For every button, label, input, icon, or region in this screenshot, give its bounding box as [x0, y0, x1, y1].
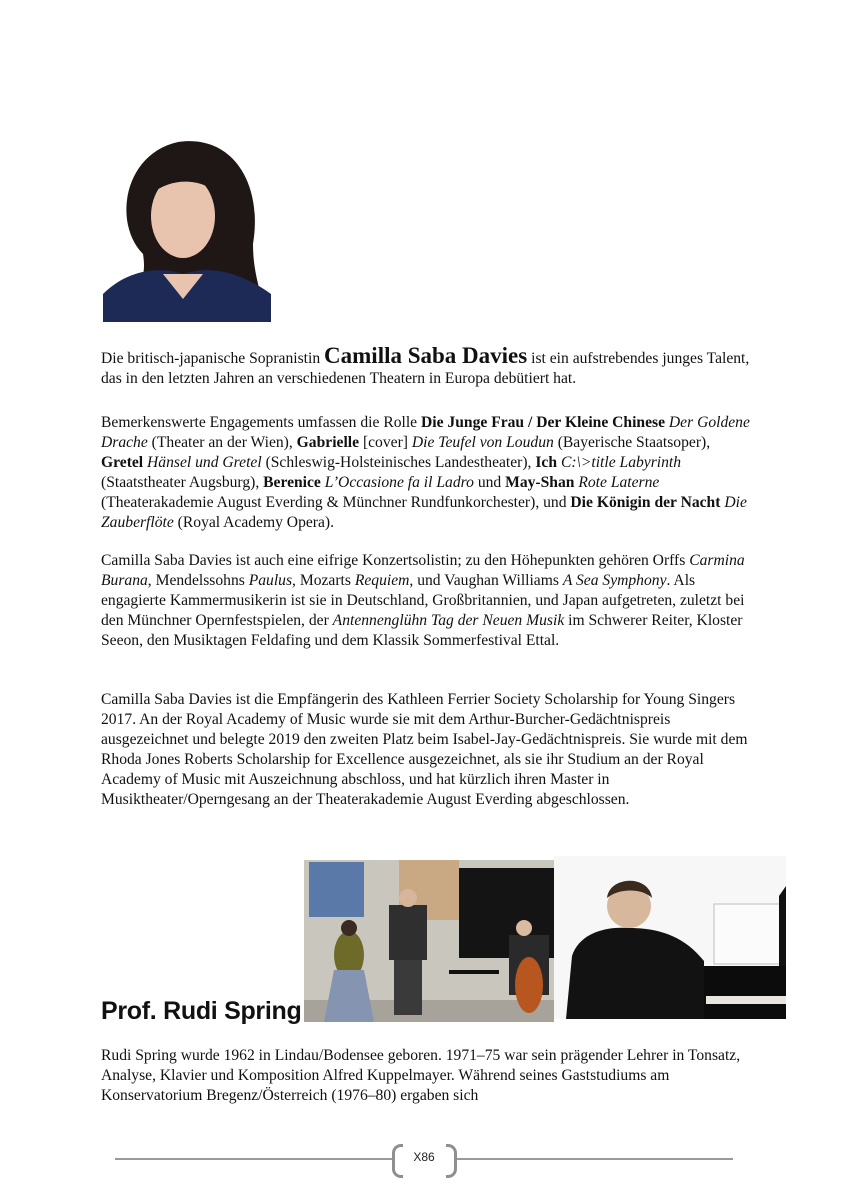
- portrait-photo: [103, 134, 271, 322]
- text-run: (Staatstheater Augsburg),: [101, 474, 264, 491]
- text-run: . Als engagierte Kammermusikerin ist sie in Deutschland, Großbritannien, und Japan aufgetreten, zuletzt bei den Münchner Opernfestspielen, der: [101, 572, 745, 629]
- role-name: Berenice: [263, 474, 321, 491]
- text-run: und: [473, 474, 506, 491]
- bio-intro-paragraph: [101, 343, 751, 389]
- text-run: (Theaterakademie August Everding & Münchner Rundfunkorchester), und: [101, 494, 571, 511]
- trio-photo: [304, 860, 554, 1022]
- role-name: May-Shan: [505, 474, 575, 491]
- right-brace-icon: [446, 1144, 457, 1178]
- work-title: Paulus: [248, 572, 293, 589]
- work-title: Die Zauberflöte: [101, 494, 747, 531]
- portrait-image: [103, 134, 271, 322]
- text-run: (Theater an der Wien),: [147, 434, 297, 451]
- text-run: (Schleswig-Holsteinisches Landestheater),: [261, 454, 536, 471]
- text-run: Bemerkenswerte Engagements umfassen die Rolle: [101, 414, 422, 431]
- left-brace-icon: [392, 1144, 403, 1178]
- text-run: (Bayerische Staatsoper),: [553, 434, 711, 451]
- work-title: C:\>title Labyrinth: [560, 454, 682, 471]
- work-title: L’Occasione fa il Ladro: [324, 474, 474, 491]
- role-name: Die Königin der Nacht: [570, 494, 721, 511]
- text-run: , Mozarts: [292, 572, 355, 589]
- artist-name: Camilla Saba Davies: [324, 343, 528, 368]
- intro-text-continued: ist ein aufstrebendes junges Talent, das in den letzten Jahren an verschiedenen Theatern in Europa debütiert hat.: [101, 350, 750, 387]
- role-name: Gabrielle: [296, 434, 360, 451]
- work-title: Hänsel und Gretel: [147, 454, 262, 471]
- work-title: A Sea Symphony: [562, 572, 667, 589]
- text-run: Camilla Saba Davies ist auch eine eifrige Konzertsolistin; zu den Höhepunkten gehören Orffs: [101, 552, 690, 569]
- concerts-paragraph: [101, 551, 751, 651]
- work-title: Rote Laterne: [578, 474, 660, 491]
- work-title: Die Teufel von Loudun: [411, 434, 554, 451]
- work-title: Carmina Burana: [101, 552, 745, 589]
- role-name: Gretel: [101, 454, 144, 471]
- footer-rule-left: [115, 1158, 392, 1160]
- rudi-spring-paragraph: Rudi Spring wurde 1962 in Lindau/Bodensee geboren. 1971–75 war sein prägender Lehrer in Tonsatz, Analyse, Klavier und Komposition Alfred Kuppelmayer. Während seines Gaststudiums am Konservatorium Bregenz/Österreich (1976–80) ergaben sich: [101, 1047, 741, 1104]
- text-run: [cover]: [359, 434, 412, 451]
- work-title: Requiem: [354, 572, 410, 589]
- rudi-spring-photo: [554, 856, 786, 1019]
- work-title: Antennenglühn Tag der Neuen Musik: [332, 612, 565, 629]
- awards-paragraph: Camilla Saba Davies ist die Empfängerin des Kathleen Ferrier Society Scholarship for Young Singers 2017. An der Royal Academy of Music wurde sie mit dem Arthur-Burcher-Gedächtnispreis ausgezeichnet und belegte 2019 den zweiten Platz beim Isabel-Jay-Gedächtnispreis. Sie wurde mit dem Rhoda Jones Roberts Scholarship for Excellence ausgezeichnet, als sie ihr Studium an der Royal Academy of Music mit Auszeichnung abschloss, und hat kürzlich ihren Master in Musiktheater/Operngesang an der Theaterakademie August Everding abgeschlossen.: [101, 691, 748, 808]
- text-run: , Mendelssohns: [147, 572, 249, 589]
- work-title: Der Goldene Drache: [101, 414, 750, 451]
- text-run: , und Vaughan Williams: [409, 572, 563, 589]
- role-name: Ich: [535, 454, 558, 471]
- rudi-spring-heading: Prof. Rudi Spring: [101, 997, 302, 1025]
- intro-text: Die britisch-japanische Sopranistin: [101, 350, 325, 367]
- trio-image: [304, 860, 554, 1022]
- engagements-paragraph: [101, 413, 751, 533]
- footer-rule-right: [457, 1158, 733, 1160]
- rudi-spring-image: [554, 856, 786, 1019]
- role-name: Die Junge Frau / Der Kleine Chinese: [421, 414, 666, 431]
- page-number: X86: [413, 1150, 435, 1164]
- text-run: (Royal Academy Opera).: [173, 514, 334, 531]
- text-run: im Schwerer Reiter, Kloster Seeon, den Musiktagen Feldafing und dem Klassik Sommerfestival Ettal.: [101, 612, 743, 649]
